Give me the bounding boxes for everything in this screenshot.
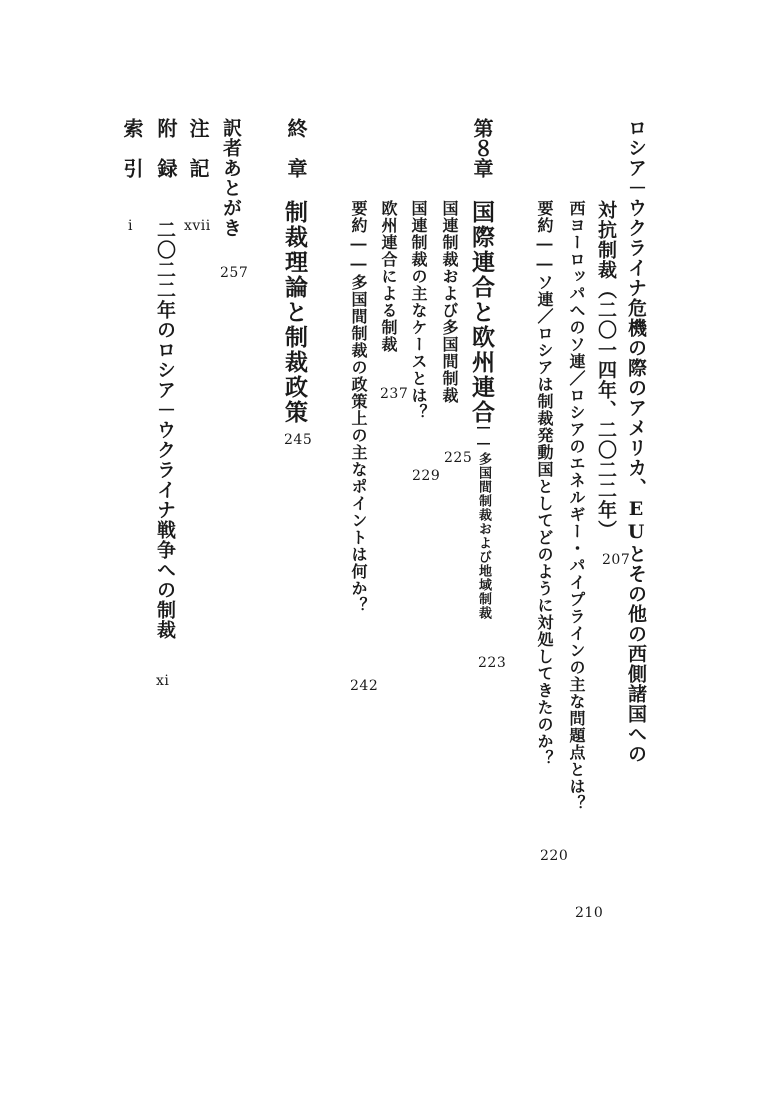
- toc-entry-russia-ukraine-line2[interactable]: 対抗制裁（二〇一四年、二〇二二年）: [595, 200, 617, 540]
- chapter-8-subtitle: ――多国間制裁および地域制裁: [476, 420, 491, 620]
- page-number: 210: [575, 905, 604, 921]
- toc-section-eu-sanctions[interactable]: 欧州連合による制裁: [379, 200, 398, 353]
- chapter-8-title[interactable]: 国際連合と欧州連合: [468, 200, 495, 425]
- page-number: 245: [284, 432, 313, 448]
- page-number: i: [128, 218, 133, 234]
- toc-notes[interactable]: 注 記: [186, 118, 210, 178]
- page-number: 223: [478, 655, 507, 671]
- page-number: 220: [540, 848, 569, 864]
- final-chapter-label: 終 章: [284, 118, 308, 178]
- toc-entry-russia-ukraine-line1[interactable]: ロシア－ウクライナ危機の際のアメリカ、EUとその他の西側諸国への: [625, 118, 647, 764]
- page-number: 242: [350, 678, 379, 694]
- page-number: xvii: [184, 218, 211, 234]
- page-number: 207: [602, 552, 631, 568]
- final-chapter-title[interactable]: 制裁理論と制裁政策: [281, 200, 308, 425]
- toc-index[interactable]: 索 引: [120, 118, 144, 178]
- toc-afterword[interactable]: 訳者あとがき: [220, 118, 242, 238]
- page-number: 237: [380, 386, 409, 402]
- toc-entry-west-europe-energy[interactable]: 西ヨーロッパへのソ連／ロシアのエネルギー・パイプラインの主な問題点とは？: [567, 200, 586, 812]
- toc-section-summary-multilateral[interactable]: 要約――多国間制裁の政策上の主なポイントは何か？: [349, 200, 368, 614]
- page-number: xi: [156, 673, 170, 689]
- page-number: 225: [444, 450, 473, 466]
- chapter-8-label: 第８章: [470, 118, 494, 178]
- page-number: 229: [412, 468, 441, 484]
- toc-appendix-title[interactable]: 二〇二二年のロシア－ウクライナ戦争への制裁: [154, 220, 176, 640]
- toc-entry-summary-ussr[interactable]: 要約――ソ連／ロシアは制裁発動国としてどのように対処してきたのか？: [535, 200, 554, 767]
- toc-section-un-cases[interactable]: 国連制裁の主なケースとは？: [409, 200, 428, 421]
- toc-section-un-multilateral[interactable]: 国連制裁および多国間制裁: [440, 200, 459, 404]
- page-number: 257: [220, 265, 249, 281]
- toc-appendix-label: 附 録: [154, 118, 178, 178]
